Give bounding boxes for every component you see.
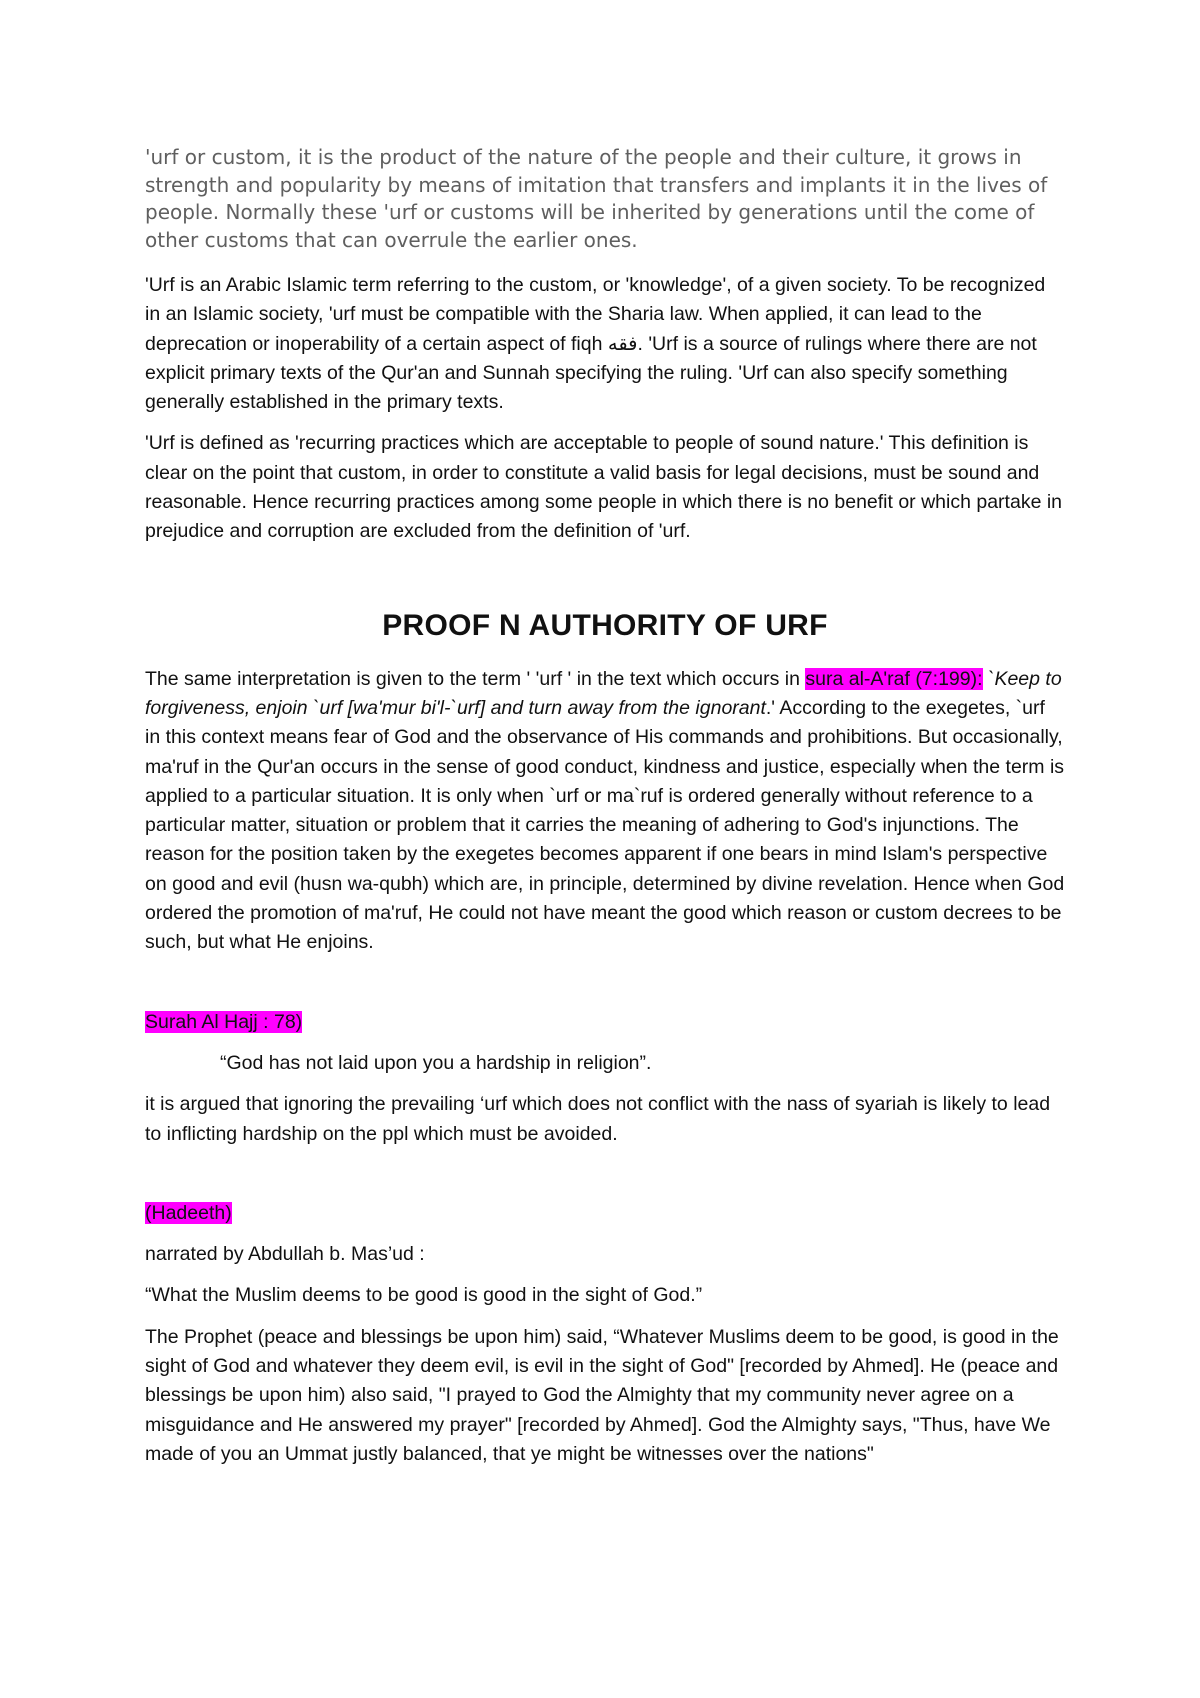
interpretation-rest: .' According to the exegetes, `urf in this context means fear of God and the observance of His commands and prohibitions. But occasionally, ma'ruf in the Qur'an occurs in the sense of good conduct, kindness and justice, especially when the term is applied to a particular situation. It is only when `urf or ma`ruf is ordered generally without reference to a particular matter, situation or problem that it carries the meaning of adhering to God's injunctions. The reason for the position taken by the exegetes becomes apparent if one bears in mind Islam's perspective on good and evil (husn wa-qubh) which are, in principle, determined by divine revelation. Hence when God ordered the promotion of ma'ruf, He could not have meant the good which reason or custom decrees to be such, but what He enjoins. [145,696,1065,954]
surah-quote: “God has not laid upon you a hardship in religion”. [220,1051,652,1074]
surah-label-highlight: Surah Al Hajj : 78) [145,1010,303,1033]
paragraph-hardship: it is argued that ignoring the prevailing ‘urf which does not conflict with the nass of syariah is likely to lead to inflicting hardship on the ppl which must be avoided. [145,1093,1051,1145]
paragraph-urf-custom: 'urf or custom, it is the product of the nature of the people and their culture, it grows in strength and popularity by means of imitation that transfers and implants it in the lives of people. Normally these 'urf or customs will be inherited by generations until the come of other customs that can overrule the earlier ones. [145,145,1048,252]
section-heading: PROOF N AUTHORITY OF URF [382,608,828,642]
spacer [145,1161,1065,1199]
narrator-line: narrated by Abdullah b. Mas’ud : [145,1243,425,1266]
hadeeth-quote: “What the Muslim deems to be good is good in the sight of God.” [145,1284,703,1307]
interpretation-lead: The same interpretation is given to the term ' 'urf ' in the text which occurs in [145,667,806,690]
surah-label-line [145,1008,1065,1037]
paragraph-urf-recurring-practices: 'Urf is defined as 'recurring practices which are acceptable to people of sound nature.' This definition is clear on the point that custom, in order to constitute a valid basis for legal decisions, must be sound and reasonable. Hence recurring practices among some people in which there is no benefit or which partake in prejudice and corruption are excluded from the definition of 'urf. [145,432,1063,543]
paragraph-prophet-sayings: The Prophet (peace and blessings be upon him) said, “Whatever Muslims deem to be good, is good in the sight of God and whatever they deem evil, is evil in the sight of God" [recorded by Ahmed]. He (peace and blessings be upon him) also said, "I prayed to God the Almighty that my community never agree on a misguidance and He answered my prayer" [recorded by Ahmed]. God the Almighty says, "Thus, have We made of you an Ummat justly balanced, that ye might be witnesses over the nations" [145,1325,1059,1465]
sura-reference-highlight: sura al-A'raf (7:199): [805,667,983,690]
hadeeth-label-line [145,1199,1065,1228]
document-page [145,144,1065,1481]
spacer [145,970,1065,1008]
sura-quote: `Keep to forgiveness, enjoin `urf [wa'mur bi'l-`urf] and turn away from the ignorant [145,667,1062,719]
paragraph-urf-definition: 'Urf is an Arabic Islamic term referring to the custom, or 'knowledge', of a given society. To be recognized in an Islamic society, 'urf must be compatible with the Sharia law. When applied, it can lead to the deprecation or inoperability of a certain aspect of fiqh فقه. 'Urf is a source of rulings where there are not explicit primary texts of the Qur'an and Sunnah specifying the ruling. 'Urf can also specify something generally established in the primary texts. [145,274,1046,414]
paragraph-interpretation [145,665,1065,958]
hadeeth-label-highlight: (Hadeeth) [145,1201,232,1224]
